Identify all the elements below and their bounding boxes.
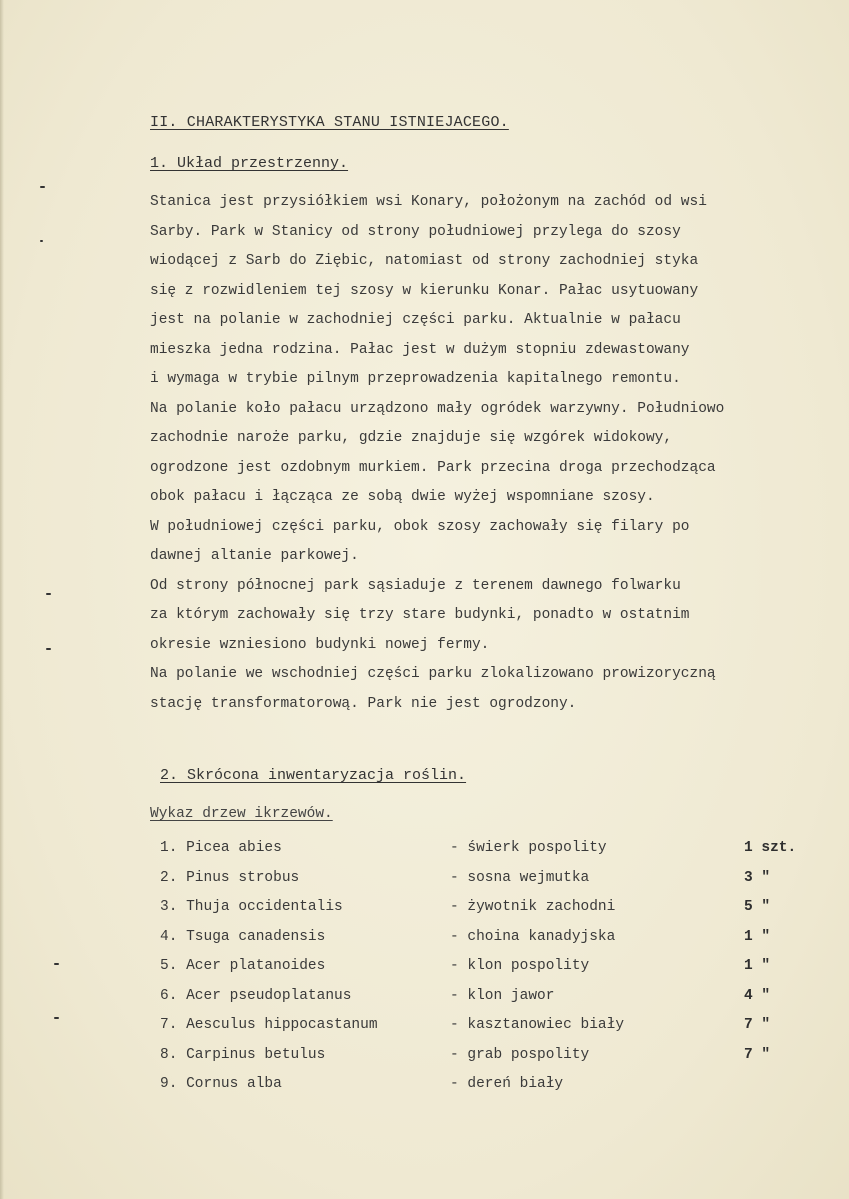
paragraph-line: Od strony północnej park sąsiaduje z terenem dawnego folwarku [150,577,681,594]
paragraph-line: wiodącej z Sarb do Ziębic, natomiast od strony zachodniej styka [150,253,699,269]
margin-mark [54,1017,59,1019]
paragraph-line: jest na polanie w zachodniej części parku. Aktualnie w pałacu [150,312,681,328]
paragraph-line: ogrodzone jest ozdobnym murkiem. Park przecina droga przechodząca [150,459,716,476]
paragraph-line: się z rozwidleniem tej szosy w kierunku Konar. Pałac usytuowany [150,282,699,299]
species-row [160,1011,820,1041]
margin-mark [46,593,51,595]
description-paragraph [150,188,830,719]
page-edge-shadow [0,0,4,1199]
species-quantity: 7 " [744,1046,771,1063]
species-latin-name: 8. Carpinus betulus [160,1046,326,1063]
species-row [160,1070,820,1100]
species-quantity: 1 " [744,928,771,945]
species-quantity: 4 " [744,987,771,1004]
paragraph-line: dawnej altanie parkowej. [150,548,359,564]
paragraph-line: zachodnie naroże parku, gdzie znajduje się wzgórek widokowy, [150,430,673,446]
species-polish-name: - dereń biały [450,1076,564,1092]
species-latin-name: 6. Acer pseudoplatanus [160,987,352,1004]
species-polish-name: - klon pospolity [450,958,590,974]
paragraph-line: okresie wzniesiono budynki nowej fermy. [150,636,490,653]
margin-mark [46,648,51,650]
species-row [160,982,820,1012]
species-row [160,923,820,953]
paragraph-line: Stanica jest przysiółkiem wsi Konary, położonym na zachód od wsi [150,194,707,210]
species-polish-name: - świerk pospolity [450,840,607,856]
paragraph-line: obok pałacu i łącząca ze sobą dwie wyżej wspomniane szosy. [150,489,655,505]
species-latin-name: 2. Pinus strobus [160,869,300,886]
species-row [160,893,820,923]
species-latin-name: 3. Thuja occidentalis [160,899,343,915]
paragraph-line: stację transformatorową. Park nie jest ogrodzony. [150,695,577,712]
section-heading: II. CHARAKTERYSTYKA STANU ISTNIEJACEGO. [150,114,509,131]
subsection-heading-layout: 1. Układ przestrzenny. [150,155,349,172]
species-polish-name: - kasztanowiec biały [450,1017,625,1033]
subsection-heading-inventory: 2. Skrócona inwentaryzacja roślin. [160,767,467,784]
species-latin-name: 9. Cornus alba [160,1076,282,1092]
species-latin-name: 1. Picea abies [160,840,282,856]
paragraph-line: Na polanie koło pałacu urządzono mały ogródek warzywny. Południowo [150,400,725,417]
paragraph-line: i wymaga w trybie pilnym przeprowadzenia kapitalnego remontu. [150,371,681,387]
paragraph-line: Sarby. Park w Stanicy od strony południowej przylega do szosy [150,223,681,240]
margin-mark [40,186,45,188]
species-quantity: 3 " [744,869,771,886]
margin-mark [54,963,59,965]
species-quantity: 5 " [744,899,771,915]
species-row [160,834,820,864]
species-polish-name: - żywotnik zachodni [450,899,616,915]
paragraph-line: W południowej części parku, obok szosy zachowały się filary po [150,518,690,535]
species-list [160,834,820,1100]
species-quantity: 1 " [744,958,771,974]
species-polish-name: - sosna wejmutka [450,869,590,886]
paragraph-line: mieszka jedna rodzina. Pałac jest w dużym stopniu zdewastowany [150,341,690,358]
species-polish-name: - grab pospolity [450,1046,590,1063]
paragraph-line: za którym zachowały się trzy stare budynki, ponadto w ostatnim [150,607,690,623]
margin-mark [40,240,43,242]
species-list-title: Wykaz drzew ikrzewów. [150,806,333,822]
species-polish-name: - klon jawor [450,987,555,1004]
species-quantity: 1 szt. [744,840,797,856]
species-row [160,952,820,982]
species-latin-name: 4. Tsuga canadensis [160,928,326,945]
paragraph-line: Na polanie we wschodniej części parku zlokalizowano prowizoryczną [150,666,716,682]
species-latin-name: 7. Aesculus hippocastanum [160,1017,378,1033]
species-quantity: 7 " [744,1017,771,1033]
species-row [160,1041,820,1071]
species-row [160,864,820,894]
species-polish-name: - choina kanadyjska [450,928,616,945]
species-latin-name: 5. Acer platanoides [160,958,326,974]
